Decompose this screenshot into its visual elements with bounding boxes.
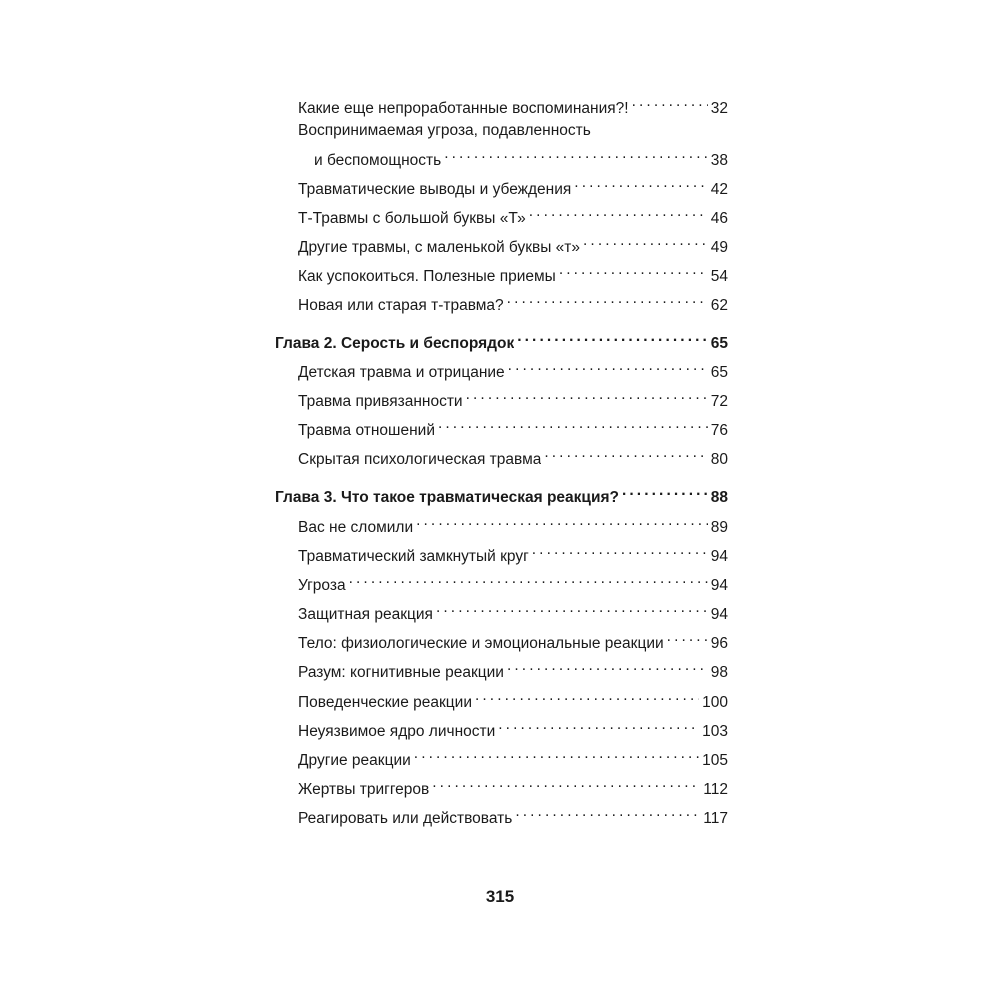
toc-entry-title: Новая или старая т-травма? bbox=[298, 297, 504, 314]
toc-entry bbox=[298, 772, 728, 801]
toc-entry-page: 89 bbox=[710, 519, 728, 536]
toc-entry-page: 42 bbox=[710, 181, 728, 198]
toc-entry-title: и беспомощность bbox=[314, 152, 442, 169]
dot-leader bbox=[475, 685, 699, 707]
dot-leader bbox=[508, 355, 708, 377]
dot-leader bbox=[574, 172, 707, 194]
toc-entry bbox=[298, 801, 728, 830]
toc-entry-page: 103 bbox=[702, 723, 728, 740]
toc-entry-page: 38 bbox=[710, 152, 728, 169]
toc-entry-title: Травма привязанности bbox=[298, 393, 463, 410]
toc-chapter-title: Глава 3. Что такое травматическая реакция? bbox=[275, 489, 619, 506]
toc-entry bbox=[298, 442, 728, 471]
dot-leader bbox=[444, 143, 708, 165]
toc-entry-title: Травма отношений bbox=[298, 422, 435, 439]
dot-leader bbox=[432, 772, 700, 794]
toc-entry bbox=[298, 655, 728, 684]
toc-entry-title: Жертвы триггеров bbox=[298, 781, 430, 798]
dot-leader bbox=[349, 568, 708, 590]
toc-entry bbox=[298, 143, 728, 172]
toc-entry-title: Разум: когнитивные реакции bbox=[298, 664, 504, 681]
toc-entry-page: 65 bbox=[710, 364, 728, 381]
dot-leader bbox=[517, 326, 708, 348]
dot-leader bbox=[466, 384, 708, 406]
dot-leader bbox=[507, 655, 708, 677]
toc-chapter-page: 65 bbox=[710, 335, 728, 352]
toc-entry bbox=[298, 539, 728, 568]
toc-entry-title: Травматический замкнутый круг bbox=[298, 548, 529, 565]
dot-leader bbox=[507, 288, 708, 310]
toc-entry bbox=[298, 384, 728, 413]
toc-entry bbox=[298, 743, 728, 772]
toc-entry-title-line1: Воспринимаемая угроза, подавленность bbox=[298, 122, 591, 139]
toc-chapter-entry bbox=[275, 326, 728, 355]
dot-leader bbox=[515, 801, 700, 823]
toc-entry-page: 46 bbox=[710, 210, 728, 227]
dot-leader bbox=[438, 413, 708, 435]
toc-entry bbox=[298, 91, 728, 120]
toc-entry bbox=[298, 355, 728, 384]
toc-entry-page: 117 bbox=[703, 810, 728, 827]
toc-entry-title: Реагировать или действовать bbox=[298, 810, 513, 827]
toc-entry-title: Поведенческие реакции bbox=[298, 694, 472, 711]
dot-leader bbox=[416, 510, 708, 532]
toc-entry-title: Скрытая психологическая травма bbox=[298, 451, 542, 468]
dot-leader bbox=[583, 230, 708, 252]
toc-entry-page: 96 bbox=[710, 635, 728, 652]
toc-entry-page: 94 bbox=[710, 548, 728, 565]
toc-entry bbox=[298, 201, 728, 230]
toc-entry bbox=[298, 568, 728, 597]
toc-entry-page: 62 bbox=[710, 297, 728, 314]
toc-chapter-page: 88 bbox=[710, 489, 728, 506]
toc-entry-page: 76 bbox=[710, 422, 728, 439]
dot-leader bbox=[529, 201, 708, 223]
dot-leader bbox=[498, 714, 699, 736]
toc-entry-title: Т-Травмы с большой буквы «Т» bbox=[298, 210, 526, 227]
toc-entry-title: Угроза bbox=[298, 577, 346, 594]
toc-entry-title: Другие травмы, с маленькой буквы «т» bbox=[298, 239, 581, 256]
toc-entry bbox=[298, 230, 728, 259]
toc-entry-page: 80 bbox=[710, 451, 728, 468]
dot-leader bbox=[532, 539, 708, 561]
toc-entry bbox=[298, 714, 728, 743]
dot-leader bbox=[622, 480, 708, 502]
toc-entry-page: 100 bbox=[702, 694, 728, 711]
toc-entry-title: Какие еще непроработанные воспоминания?! bbox=[298, 100, 629, 117]
toc-entry bbox=[298, 172, 728, 201]
toc-entry-page: 94 bbox=[710, 606, 728, 623]
toc-entry bbox=[298, 259, 728, 288]
dot-leader bbox=[414, 743, 699, 765]
toc-entry-page: 105 bbox=[702, 752, 728, 769]
toc-entry bbox=[298, 626, 728, 655]
toc-entry bbox=[298, 288, 728, 317]
toc-entry-title: Детская травма и отрицание bbox=[298, 364, 505, 381]
page-number: 315 bbox=[485, 887, 515, 906]
toc-entry-page: 72 bbox=[710, 393, 728, 410]
toc-chapter-entry bbox=[275, 480, 728, 509]
dot-leader bbox=[667, 626, 708, 648]
toc-entry-title: Другие реакции bbox=[298, 752, 411, 769]
toc-entry-title: Защитная реакция bbox=[298, 606, 433, 623]
toc-entry-title: Тело: физиологические и эмоциональные реакции bbox=[298, 635, 664, 652]
toc-entry-title: Вас не сломили bbox=[298, 519, 414, 536]
toc-entry bbox=[298, 413, 728, 442]
toc-entry-page: 32 bbox=[710, 100, 728, 117]
dot-leader bbox=[544, 442, 707, 464]
toc-entry bbox=[298, 685, 728, 714]
toc-entry bbox=[298, 597, 728, 626]
toc-entry-page: 49 bbox=[710, 239, 728, 256]
dot-leader bbox=[632, 91, 708, 113]
toc-entry bbox=[298, 510, 728, 539]
toc-entry-page: 94 bbox=[710, 577, 728, 594]
toc-entry-title: Травматические выводы и убеждения bbox=[298, 181, 572, 198]
dot-leader bbox=[436, 597, 708, 619]
toc-entry-title: Неуязвимое ядро личности bbox=[298, 723, 496, 740]
toc-entry-title: Как успокоиться. Полезные приемы bbox=[298, 268, 556, 285]
toc-entry-page: 98 bbox=[710, 664, 728, 681]
dot-leader bbox=[559, 259, 708, 281]
toc-entry-page: 54 bbox=[710, 268, 728, 285]
toc-chapter-title: Глава 2. Серость и беспорядок bbox=[275, 335, 515, 352]
toc-entry-page: 112 bbox=[703, 781, 728, 798]
